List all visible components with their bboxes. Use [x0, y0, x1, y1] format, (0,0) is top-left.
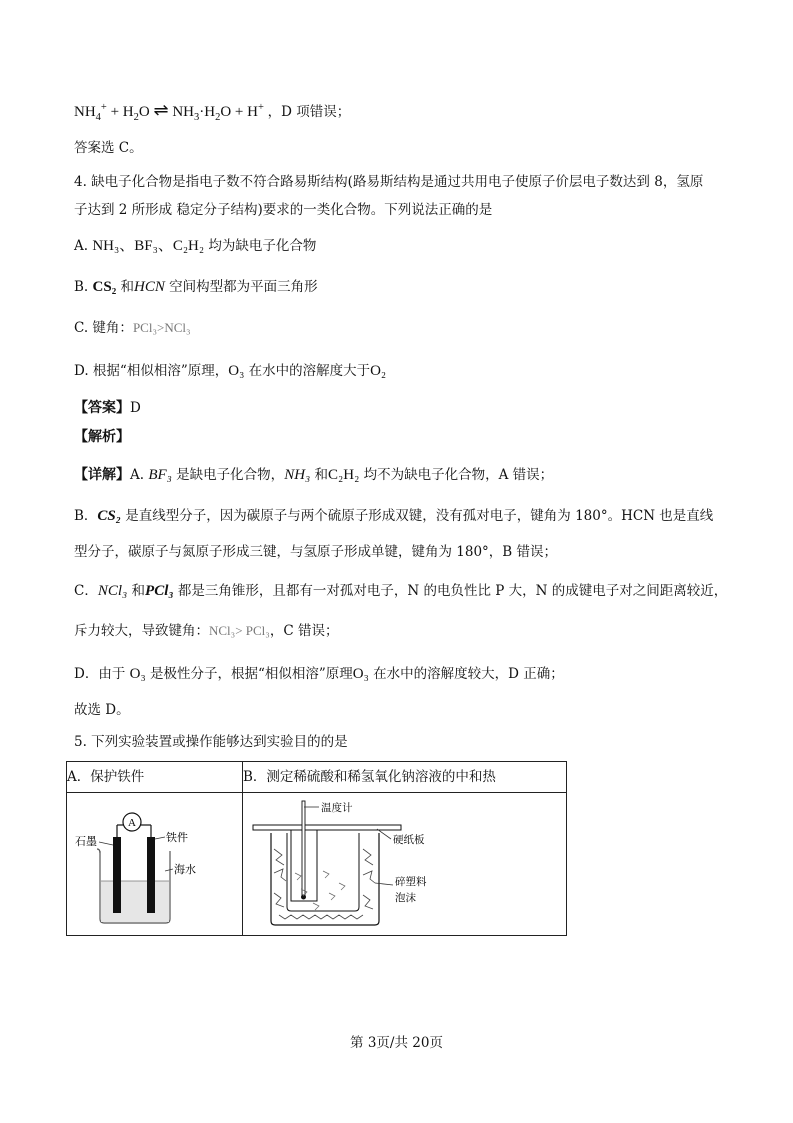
answer-value: D — [130, 400, 141, 416]
q4-option-d: D. 根据“相似相溶”原理，O₃ 在水中的溶解度大于O₂ — [74, 363, 387, 379]
seawater-label: 海水 — [174, 863, 196, 876]
q4-option-c: C. 键角：PCl₃>NCl₃ — [74, 320, 191, 336]
analysis-label: 【解析】 — [74, 428, 130, 444]
thermometer-icon — [302, 801, 305, 896]
thermometer-label: 温度计 — [321, 802, 353, 814]
foam-label-line1: 碎塑料 — [395, 876, 427, 888]
q4-option-b: B. CS₂ 和HCN 空间构型都为平面三角形 — [74, 279, 318, 295]
calorimeter-diagram — [243, 793, 567, 931]
detail-line-c2: 斥力较大，导致键角：NCl₃> PCl₃，C 错误； — [74, 623, 339, 639]
cell-b-figure — [243, 793, 567, 936]
iron-label: 铁件 — [166, 831, 188, 844]
previous-answer: 答案选 C。 — [74, 140, 143, 156]
foam-label-line2: 泡沫 — [395, 892, 416, 904]
graphite-label: 石墨 — [75, 835, 97, 848]
detail-line-a: 【详解】A. BF₃ 是缺电子化合物，NH₃ 和C₂H₂ 均不为缺电子化合物，A 错误； — [74, 466, 554, 483]
cell-b-title: B．测定稀硫酸和稀氢氧化钠溶液的中和热 — [243, 762, 567, 793]
answer-line — [74, 397, 141, 418]
cell-a-title: A．保护铁件 — [67, 762, 243, 793]
q4-stem-line1: 4. 缺电子化合物是指电子数不符合路易斯结构(路易斯结构是通过共用电子使原子价层电子数达到 8，氢原 — [74, 174, 704, 190]
equilibrium-equation: $NH_4^+ + H_2O$ ⇌ $NH_3\cdot H_2O + H^+$ ，D 项错误； — [74, 100, 351, 123]
q5-stem: 5. 下列实验装置或操作能够达到实验目的的是 — [74, 734, 348, 750]
q4-stem-line2: 子达到 2 所形成 稳定分子结构)要求的一类化合物。下列说法正确的是 — [74, 202, 493, 218]
ammeter-label: A — [128, 817, 136, 829]
cardboard-label: 硬纸板 — [393, 834, 425, 846]
page-footer: 第 3页/共 20页 — [350, 1035, 443, 1051]
iron-protection-diagram — [67, 793, 243, 931]
detail-line-c1: C．NCl₃ 和PCl₃ 都是三角锥形，且都有一对孤对电子，N 的电负性比 P 大，N 的成键电子对之间距离较近， — [74, 583, 728, 599]
detail-conclusion: 故选 D。 — [74, 702, 130, 718]
q4-option-a: A. NH₃、BF₃、C₂H₂ 均为缺电子化合物 — [74, 238, 317, 254]
answer-label: 【答案】 — [74, 399, 130, 415]
detail-line-b1: B．CS₂ 是直线型分子，因为碳原子与两个硫原子形成双键，没有孤对电子，键角为 180°。HCN 也是直线 — [74, 508, 714, 524]
experiment-table — [66, 761, 567, 936]
graphite-electrode — [113, 837, 121, 913]
cell-a-figure — [67, 793, 243, 936]
iron-electrode — [147, 837, 155, 913]
detail-line-b2: 型分子，碳原子与氮原子形成三键，与氢原子形成单键，键角为 180°，B 错误； — [74, 544, 558, 560]
equilibrium-arrow: ⇌ — [153, 100, 169, 120]
detail-line-d: D．由于 O₃ 是极性分子，根据“相似相溶”原理O₃ 在水中的溶解度较大，D 正确； — [74, 666, 564, 682]
